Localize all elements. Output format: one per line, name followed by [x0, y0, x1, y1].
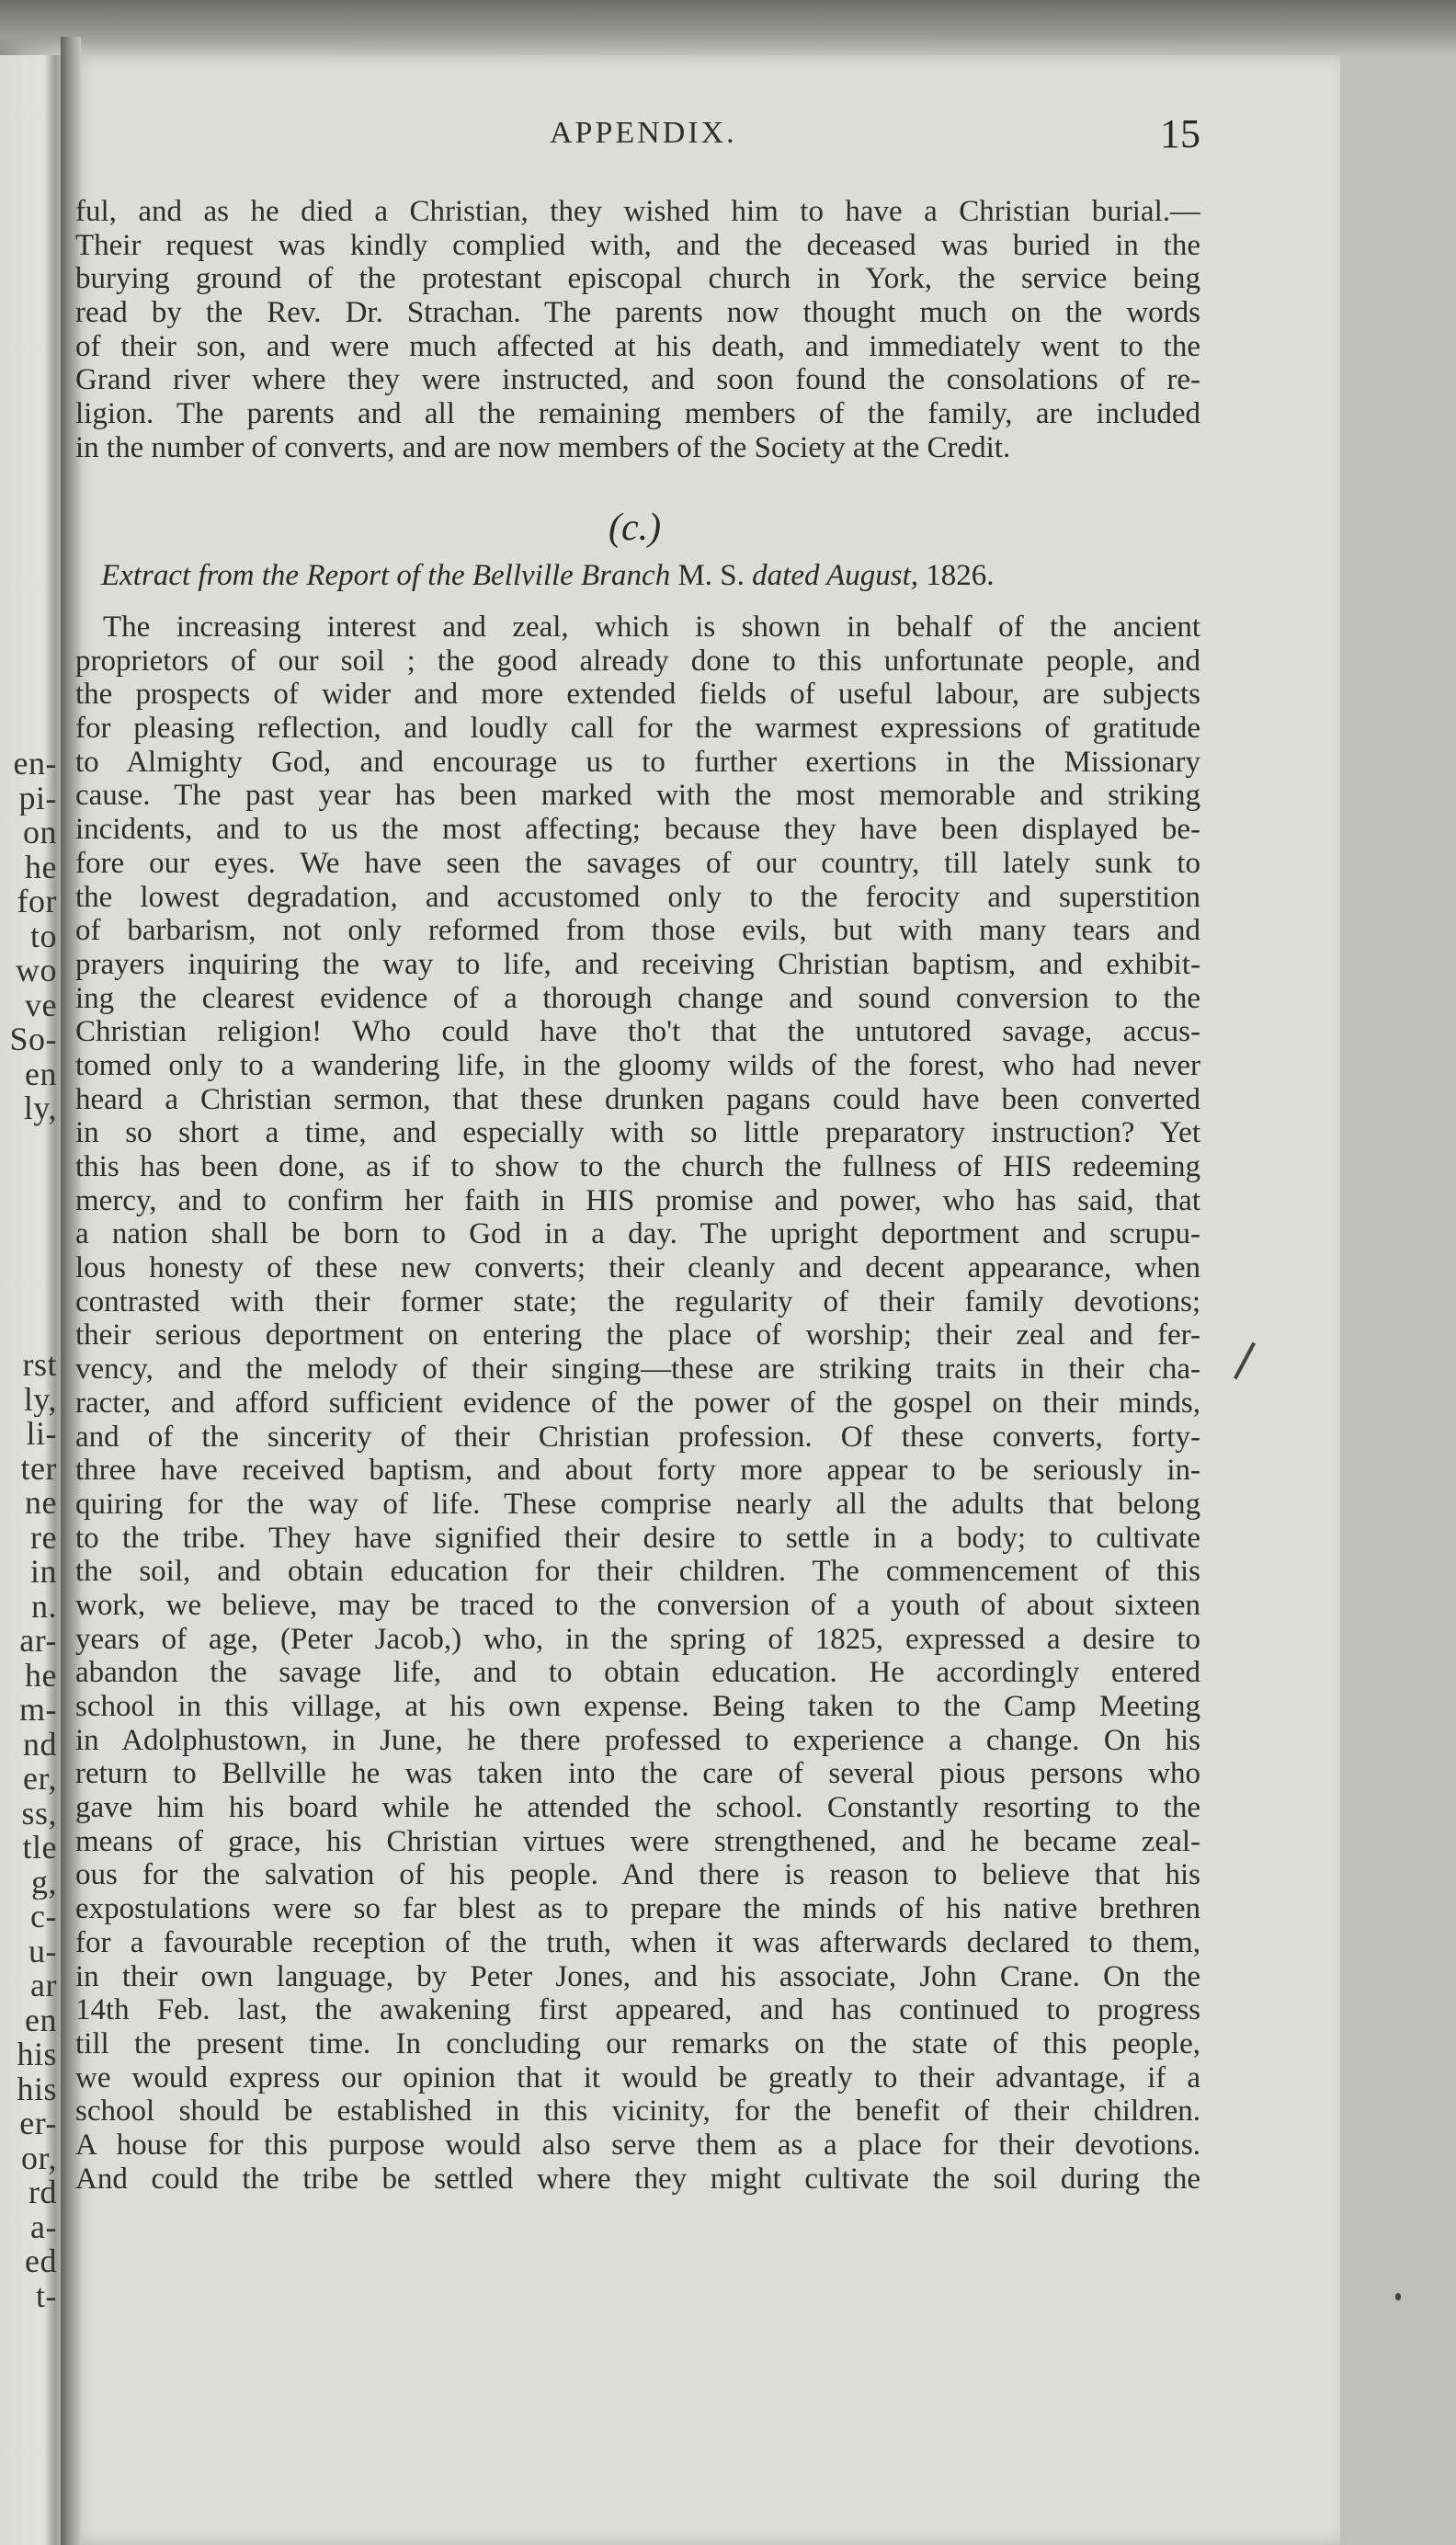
section-mark: (c.) [609, 507, 662, 549]
report-line: tomed only to a wandering life, in the gloomy wilds of the forest, who had never [75, 1048, 1200, 1082]
facing-page-fragment-line: tle [22, 1831, 57, 1866]
facing-page-text-lower [0, 1348, 57, 2313]
page-header [0, 111, 1456, 171]
facing-page-fragment-line: c- [30, 1900, 57, 1934]
page-number: 15 [1160, 111, 1200, 156]
report-line: school in this village, at his own expense. Being taken to the Camp Meeting [75, 1690, 1200, 1723]
facing-page-fragment-line: en [25, 2003, 57, 2037]
report-line: vency, and the melody of their singing—these are striking traits in their cha- [75, 1352, 1200, 1387]
report-line: fore our eyes. We have seen the savages of our country, till lately sunk to [75, 846, 1200, 880]
section-subtitle [101, 559, 1200, 593]
continuation-line: in the number of converts, and are now members of the Society at the Credit. [75, 430, 1011, 464]
scan-top-shadow [0, 0, 1456, 55]
facing-page-fragment-line: on [23, 816, 57, 850]
report-line: 14th Feb. last, the awakening first appeared, and has continued to progress [75, 1993, 1200, 2027]
facing-page-fragment-line: his [17, 2071, 57, 2106]
report-line: of barbarism, not only reformed from those evils, but with many tears and [75, 914, 1200, 948]
report-line: years of age, (Peter Jacob,) who, in the spring of 1825, expressed a desire to [75, 1622, 1200, 1656]
report-line: heard a Christian sermon, that these drunken pagans could have been converted [75, 1082, 1200, 1116]
report-line: the soil, and obtain education for their children. The commencement of this [75, 1555, 1200, 1589]
report-line: we would express our opinion that it would be greatly to their advantage, if a [75, 2060, 1200, 2094]
facing-page-fragment-line: he [25, 850, 57, 884]
facing-page-fragment-line: ed [25, 2244, 57, 2279]
facing-page-fragment-line: to [29, 919, 57, 953]
report-line: in their own language, by Peter Jones, and his associate, John Crane. On the [75, 1959, 1200, 1993]
report-line: expostulations were so far blest as to prepare the minds of his native brethren [75, 1892, 1200, 1926]
continuation-paragraph [75, 195, 1200, 465]
facing-page-fragment-line: a- [30, 2209, 57, 2244]
facing-page-fragment-line: li- [26, 1417, 57, 1452]
facing-page-fragment-line: for [17, 884, 57, 919]
facing-page-fragment-line: ar- [19, 1624, 57, 1659]
report-line: The increasing interest and zeal, which is shown in behalf of the ancient [103, 611, 1200, 644]
report-line: racter, and afford sufficient evidence of the power of the gospel on their minds, [75, 1386, 1200, 1420]
facing-page-fragment-line: t- [36, 2278, 57, 2313]
report-line: mercy, and to confirm her faith in HIS promise and power, who has said, that [75, 1183, 1200, 1217]
report-line: the prospects of wider and more extended fields of useful labour, are subjects [75, 678, 1200, 712]
subtitle-ms: M. S. [677, 559, 745, 592]
facing-page-fragment-line: in [29, 1555, 57, 1590]
facing-page-fragment-line: So- [9, 1022, 57, 1057]
facing-page-fragment-line: he [25, 1658, 57, 1693]
report-line: incidents, and to us the most affecting; because they have been displayed be- [75, 813, 1200, 847]
facing-page-fragment-line: his [17, 2037, 57, 2072]
facing-page-fragment-line: ve [25, 987, 57, 1022]
report-line: cause. The past year has been marked with the most memorable and striking [75, 779, 1200, 813]
facing-page-fragment-line: ss, [21, 1796, 57, 1831]
report-line: prayers inquiring the way to life, and receiving Christian baptism, and exhibit- [75, 947, 1200, 981]
report-line: the lowest degradation, and accustomed only to the ferocity and superstition [75, 880, 1200, 914]
report-line: gave him his board while he attended the school. Constantly resorting to the [75, 1791, 1200, 1825]
facing-page-fragment-line: ne [25, 1486, 57, 1521]
continuation-line: of their son, and were much affected at his death, and immediately went to the [75, 329, 1200, 363]
report-line: three have received baptism, and about forty more appear to be seriously in- [75, 1454, 1200, 1488]
facing-page-fragment-line: m- [19, 1693, 57, 1728]
continuation-line: ligion. The parents and all the remaining members of the family, are included [75, 397, 1200, 431]
report-line: ing the clearest evidence of a thorough change and sound conversion to the [75, 981, 1200, 1015]
report-line: for a favourable reception of the truth, when it was afterwards declared to them, [75, 1925, 1200, 1959]
continuation-line: burying ground of the protestant episcopal church in York, the service being [75, 262, 1200, 296]
facing-page-fragment-line: rd [28, 2175, 57, 2210]
facing-page-fragment-line: g, [31, 1865, 57, 1900]
facing-page-fragment-line: ly, [23, 1091, 57, 1126]
report-line: till the present time. In concluding our remarks on the state of this people, [75, 2026, 1200, 2060]
report-line: work, we believe, may be traced to the conversion of a youth of about sixteen [75, 1588, 1200, 1622]
facing-page-text-upper [0, 747, 57, 1126]
report-line: a nation shall be born to God in a day. The upright deportment and scrupu- [75, 1217, 1200, 1251]
report-line: lous honesty of these new converts; their cleanly and decent appearance, when [75, 1251, 1200, 1285]
report-line: abandon the savage life, and to obtain education. He accordingly entered [75, 1656, 1200, 1690]
report-line: contrasted with their former state; the regularity of their family devotions; [75, 1284, 1200, 1318]
report-line: in Adolphustown, in June, he there professed to experience a change. On his [75, 1723, 1200, 1757]
facing-page-fragment-line: re [30, 1520, 57, 1555]
facing-page-fragment-line: en [25, 1056, 57, 1091]
report-line: this has been done, as if to show to the church the fullness of HIS redeeming [75, 1150, 1200, 1183]
facing-page-fragment-line: er, [22, 1762, 57, 1797]
facing-page-fragment-line: ar [30, 1969, 57, 2003]
report-body [75, 611, 1200, 2196]
report-line: their serious deportment on entering the place of worship; their zeal and fer- [75, 1318, 1200, 1352]
continuation-line: Their request was kindly complied with, and the deceased was buried in the [75, 228, 1200, 262]
facing-page-fragment-line: en- [13, 747, 57, 782]
report-line: quiring for the way of life. These comprise nearly all the adults that belong [75, 1487, 1200, 1521]
report-line: proprietors of our soil ; the good already done to this unfortunate people, and [75, 644, 1200, 678]
report-line: in so short a time, and especially with so little preparatory instruction? Yet [75, 1116, 1200, 1150]
facing-page-fragment-line: nd [23, 1727, 57, 1762]
facing-page-fragment-line: rst [22, 1348, 57, 1383]
report-line: Christian religion! Who could have tho't that the untutored savage, accus- [75, 1015, 1200, 1049]
facing-page-fragment-line: or, [20, 2140, 57, 2175]
report-line: school should be established in this vicinity, for the benefit of their children. [75, 2094, 1200, 2128]
facing-page-fragment-line: ly, [23, 1382, 57, 1417]
facing-page-fragment-line: n. [31, 1589, 57, 1624]
continuation-line: Grand river where they were instructed, and soon found the consolations of re- [75, 363, 1200, 397]
report-line: and of the sincerity of their Christian profession. Of these converts, forty- [75, 1420, 1200, 1454]
report-line: return to Bellville he was taken into the care of several pious persons who [75, 1757, 1200, 1791]
report-line: A house for this purpose would also serve them as a place for their devotions. [75, 2128, 1200, 2162]
continuation-line: read by the Rev. Dr. Strachan. The parents now thought much on the words [75, 296, 1200, 330]
facing-page-fragment-line: er- [19, 2106, 57, 2141]
running-title: APPENDIX. [550, 116, 737, 150]
subtitle-extract-text: Extract from the Report of the Bellville Branch [101, 559, 671, 592]
report-line: And could the tribe be settled where they might cultivate the soil during the [75, 2162, 1200, 2196]
report-line: means of grace, his Christian virtues were strengthened, and he became zeal- [75, 1824, 1200, 1858]
facing-page-fragment-line: wo [16, 953, 57, 988]
continuation-line: ful, and as he died a Christian, they wished him to have a Christian burial.— [75, 195, 1200, 228]
subtitle-dated: dated August, [752, 559, 919, 592]
report-line: to Almighty God, and encourage us to further exertions in the Missionary [75, 745, 1200, 779]
ink-dot-mark [1395, 2293, 1401, 2300]
facing-page-fragment-line: pi- [18, 781, 57, 816]
report-line: to the tribe. They have signified their desire to settle in a body; to cultivate [75, 1521, 1200, 1555]
report-line: for pleasing reflection, and loudly call for the warmest expressions of gratitude [75, 712, 1200, 746]
report-line: ous for the salvation of his people. And there is reason to believe that his [75, 1858, 1200, 1892]
facing-page-fragment-line: ter [20, 1451, 57, 1486]
facing-page-fragment-line: u- [28, 1934, 57, 1969]
subtitle-year: 1826. [926, 559, 995, 592]
